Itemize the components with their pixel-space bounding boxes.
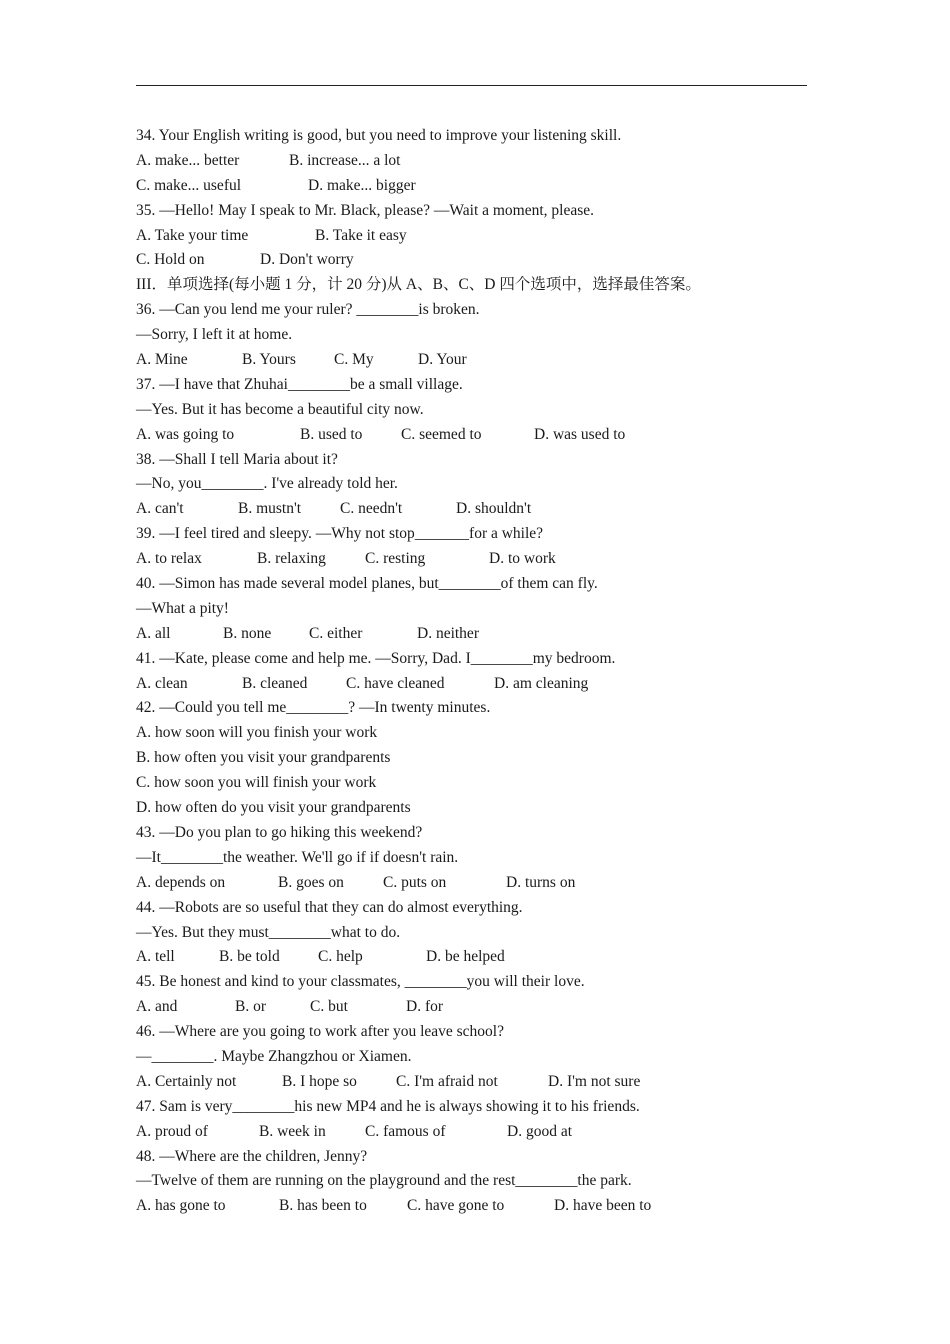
question-47-options — [136, 1120, 836, 1145]
option-d: D. was used to — [534, 425, 626, 443]
option-d: D. to work — [489, 550, 556, 568]
option-b: B. used to — [300, 425, 363, 443]
question-37-stem: 37. —I have that Zhuhai________be a small village. — [136, 375, 463, 393]
question-41-stem: 41. —Kate, please come and help me. —Sorry, Dad. I________my bedroom. — [136, 649, 616, 667]
question-43-options — [136, 871, 836, 896]
question-36-stem: 36. —Can you lend me your ruler? ________is broken. — [136, 301, 480, 319]
question-35-options-ab — [136, 224, 836, 249]
option-b: B. mustn't — [238, 500, 302, 518]
header-rule — [136, 85, 807, 86]
option-b: B. be told — [219, 948, 280, 966]
option-d: D. good at — [507, 1122, 573, 1140]
option-a: A. was going to — [136, 425, 235, 443]
option-c: C. make... useful — [136, 176, 242, 194]
question-48-options — [136, 1194, 836, 1219]
option-a: A. Mine — [136, 351, 188, 369]
question-40-stem: 40. —Simon has made several model planes, but________of them can fly. — [136, 575, 598, 593]
option-d: D. Your — [418, 351, 467, 369]
option-c: C. have gone to — [407, 1197, 505, 1215]
option-a: A. Certainly not — [136, 1072, 237, 1090]
option-c: C. My — [334, 351, 374, 369]
option-c: C. help — [318, 948, 363, 966]
option-b: B. cleaned — [242, 674, 308, 692]
question-43-reply: —It________the weather. We'll go if if doesn't rain. — [136, 848, 459, 866]
option-b: B. has been to — [279, 1197, 367, 1215]
question-36-reply: —Sorry, I left it at home. — [136, 326, 293, 344]
option-d: D. Don't worry — [260, 251, 354, 269]
question-48-stem: 48. —Where are the children, Jenny? — [136, 1147, 368, 1165]
question-46-options — [136, 1070, 836, 1095]
option-d: D. I'm not sure — [548, 1072, 641, 1090]
question-39-options — [136, 547, 836, 572]
option-a: A. depends on — [136, 873, 226, 891]
option-c: C. famous of — [365, 1122, 446, 1140]
option-c: C. how soon you will finish your work — [136, 774, 377, 792]
option-d: D. turns on — [506, 873, 576, 891]
exam-page — [136, 124, 836, 1219]
question-40-reply: —What a pity! — [136, 599, 229, 617]
question-46-reply: —________. Maybe Zhangzhou or Xiamen. — [136, 1047, 412, 1065]
section-heading: III．单项选择(每小题 1 分，计 20 分)从 A、B、C、D 四个选项中，选择最佳答案。 — [136, 276, 701, 294]
option-d: D. neither — [417, 624, 479, 642]
question-35-options-cd — [136, 248, 836, 273]
option-a: A. proud of — [136, 1122, 208, 1140]
option-b: B. relaxing — [257, 550, 326, 568]
question-44-stem: 44. —Robots are so useful that they can do almost everything. — [136, 898, 523, 916]
option-b: B. goes on — [278, 873, 344, 891]
option-b: B. I hope so — [282, 1072, 357, 1090]
option-c: C. but — [310, 998, 348, 1016]
option-d: D. am cleaning — [494, 674, 589, 692]
option-d: D. make... bigger — [308, 176, 416, 194]
option-d: D. how often do you visit your grandparents — [136, 799, 411, 817]
question-45-stem: 45. Be honest and kind to your classmates, ________you will their love. — [136, 973, 585, 991]
question-39-stem: 39. —I feel tired and sleepy. —Why not stop_______for a while? — [136, 525, 544, 543]
question-34-stem: 34. Your English writing is good, but you need to improve your listening skill. — [136, 127, 622, 144]
option-c: C. needn't — [340, 500, 403, 518]
option-b: B. Take it easy — [315, 226, 407, 244]
question-38-reply: —No, you________. I've already told her. — [136, 475, 398, 493]
option-a: A. and — [136, 998, 178, 1016]
question-45-options — [136, 995, 836, 1020]
option-c: C. resting — [365, 550, 426, 568]
option-b: B. none — [223, 624, 272, 642]
question-35-stem: 35. —Hello! May I speak to Mr. Black, please? —Wait a moment, please. — [136, 201, 595, 219]
option-c: C. puts on — [383, 873, 447, 891]
question-46-stem: 46. —Where are you going to work after you leave school? — [136, 1023, 504, 1041]
option-d: D. for — [406, 998, 444, 1016]
option-a: A. can't — [136, 500, 184, 518]
question-34-options-cd — [136, 174, 836, 199]
question-37-options — [136, 423, 836, 448]
question-38-options — [136, 497, 836, 522]
option-a: A. has gone to — [136, 1197, 226, 1215]
option-c: C. either — [309, 624, 363, 642]
option-a: A. to relax — [136, 550, 202, 568]
option-d: D. have been to — [554, 1197, 652, 1215]
question-44-reply: —Yes. But they must________what to do. — [136, 923, 401, 941]
option-a: A. how soon will you finish your work — [136, 724, 378, 742]
option-c: C. seemed to — [401, 425, 482, 443]
question-38-stem: 38. —Shall I tell Maria about it? — [136, 450, 338, 468]
option-d: D. shouldn't — [456, 500, 532, 518]
question-34-options-ab — [136, 149, 836, 174]
option-c: C. have cleaned — [346, 674, 445, 692]
option-a: A. all — [136, 624, 171, 642]
option-a: A. Take your time — [136, 226, 249, 244]
question-42-stem: 42. —Could you tell me________? —In twenty minutes. — [136, 699, 491, 717]
option-b: B. week in — [259, 1122, 326, 1140]
option-a: A. make... better — [136, 151, 240, 169]
question-47-stem: 47. Sam is very________his new MP4 and he is always showing it to his friends. — [136, 1097, 640, 1115]
option-d: D. be helped — [426, 948, 505, 966]
option-a: A. clean — [136, 674, 188, 692]
option-c: C. Hold on — [136, 251, 205, 269]
question-41-options — [136, 672, 836, 697]
option-b: B. Yours — [242, 351, 296, 369]
option-b: B. how often you visit your grandparents — [136, 749, 391, 767]
question-43-stem: 43. —Do you plan to go hiking this weekend? — [136, 823, 423, 841]
option-a: A. tell — [136, 948, 175, 966]
option-b: B. increase... a lot — [289, 151, 401, 169]
question-36-options — [136, 348, 836, 373]
question-37-reply: —Yes. But it has become a beautiful city now. — [136, 400, 424, 418]
option-c: C. I'm afraid not — [396, 1072, 498, 1090]
question-40-options — [136, 622, 836, 647]
option-b: B. or — [235, 998, 266, 1016]
question-44-options — [136, 945, 836, 970]
question-48-reply: —Twelve of them are running on the playground and the rest________the park. — [136, 1172, 632, 1190]
